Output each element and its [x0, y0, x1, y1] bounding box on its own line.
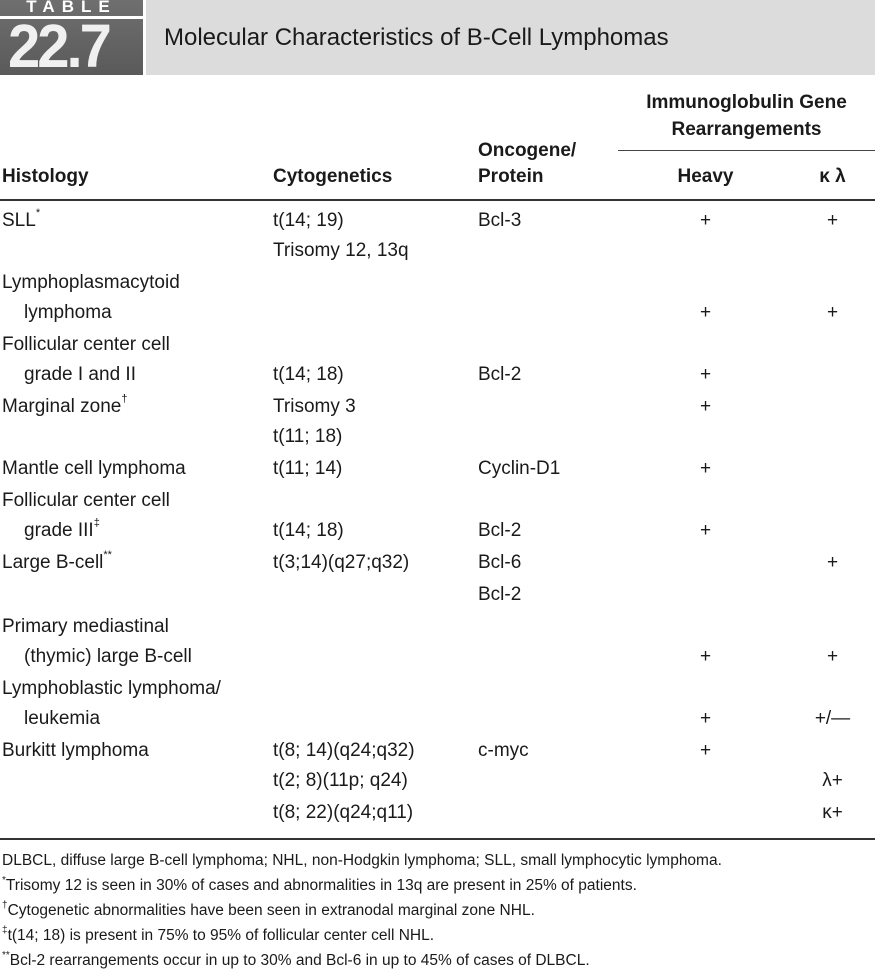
header-heavy: Heavy	[677, 166, 734, 187]
cell-cytogenetics: t(14; 19)	[273, 210, 344, 231]
header-oncogene-line2: Protein	[478, 166, 544, 187]
title-bar	[146, 0, 875, 75]
cell-heavy: +	[699, 364, 712, 385]
badge-number: 22.7	[8, 12, 109, 76]
cell-light: κ+	[822, 802, 843, 823]
cell-heavy: +	[699, 520, 712, 541]
cell-cytogenetics: t(14; 18)	[273, 364, 344, 385]
cell-cytogenetics: t(11; 14)	[273, 458, 343, 479]
footnote: †Cytogenetic abnormalities have been seen in extranodal marginal zone NHL.	[2, 900, 535, 919]
cell-oncogene: Cyclin-D1	[478, 458, 561, 479]
cell-light: +	[826, 646, 839, 667]
cell-histology: leukemia	[24, 708, 101, 729]
cell-light: +	[826, 210, 839, 231]
cell-histology: Follicular center cell	[2, 334, 170, 355]
header-histology: Histology	[2, 166, 89, 187]
cell-histology: grade III‡	[24, 517, 100, 541]
footnote: ‡t(14; 18) is present in 75% to 95% of follicular center cell NHL.	[2, 925, 435, 944]
cell-cytogenetics: t(8; 22)(q24;q11)	[273, 802, 414, 823]
footnote: *Trisomy 12 is seen in 30% of cases and abnormalities in 13q are present in 25% of patients.	[2, 875, 637, 894]
badge-label: TABLE	[26, 0, 117, 16]
table-title: Molecular Characteristics of B-Cell Lymphomas	[164, 24, 669, 51]
cell-histology: Primary mediastinal	[2, 616, 169, 637]
header-ig-line1: Immunoglobulin Gene	[646, 92, 847, 113]
header-oncogene-line1: Oncogene/	[478, 140, 577, 161]
cell-histology: Lymphoplasmacytoid	[2, 272, 180, 293]
cell-light: +	[826, 552, 839, 573]
header-cytogenetics: Cytogenetics	[273, 166, 393, 187]
cell-histology: Lymphoblastic lymphoma/	[2, 678, 221, 699]
cell-oncogene: Bcl-3	[478, 210, 522, 231]
cell-histology: Large B-cell**	[2, 549, 112, 573]
cell-histology: Burkitt lymphoma	[2, 740, 149, 761]
cell-histology: Follicular center cell	[2, 490, 170, 511]
table-bottom-rule	[0, 838, 875, 840]
header-ig-rule	[618, 150, 875, 151]
cell-oncogene: c-myc	[478, 740, 529, 761]
cell-heavy: +	[699, 396, 712, 417]
cell-cytogenetics: t(14; 18)	[273, 520, 344, 541]
cell-heavy: +	[699, 708, 712, 729]
cell-cytogenetics: t(11; 18)	[273, 426, 343, 447]
header-light: κ λ	[819, 166, 846, 187]
header-bottom-rule	[0, 199, 875, 201]
cell-heavy: +	[699, 302, 712, 323]
cell-light: λ+	[822, 770, 843, 791]
cell-cytogenetics: t(3;14)(q27;q32)	[273, 552, 410, 573]
footnote: **Bcl-2 rearrangements occur in up to 30% and Bcl-6 in up to 45% of cases of DLBCL.	[2, 950, 590, 969]
cell-oncogene: Bcl-2	[478, 584, 522, 605]
cell-cytogenetics: t(8; 14)(q24;q32)	[273, 740, 415, 761]
table-header-banner	[0, 0, 875, 75]
table-badge	[0, 0, 143, 75]
footnote: DLBCL, diffuse large B-cell lymphoma; NHL, non-Hodgkin lymphoma; SLL, small lymphocytic lymphoma.	[2, 852, 722, 869]
cell-histology: grade I and II	[24, 364, 136, 385]
cell-oncogene: Bcl-2	[478, 364, 522, 385]
cell-cytogenetics: Trisomy 3	[273, 396, 356, 417]
cell-histology: Mantle cell lymphoma	[2, 458, 186, 479]
cell-oncogene: Bcl-6	[478, 552, 522, 573]
cell-heavy: +	[699, 646, 712, 667]
cell-light: +	[826, 302, 839, 323]
cell-histology: SLL*	[2, 207, 41, 231]
cell-oncogene: Bcl-2	[478, 520, 522, 541]
cell-heavy: +	[699, 210, 712, 231]
cell-cytogenetics: t(2; 8)(11p; q24)	[273, 770, 408, 791]
cell-cytogenetics: Trisomy 12, 13q	[273, 240, 409, 261]
cell-light: +/—	[814, 708, 851, 729]
cell-histology: Marginal zone†	[2, 393, 128, 417]
cell-heavy: +	[699, 458, 712, 479]
cell-histology: (thymic) large B-cell	[24, 646, 192, 667]
cell-heavy: +	[699, 740, 712, 761]
cell-histology: lymphoma	[24, 302, 112, 323]
header-ig-line2: Rearrangements	[671, 119, 822, 140]
